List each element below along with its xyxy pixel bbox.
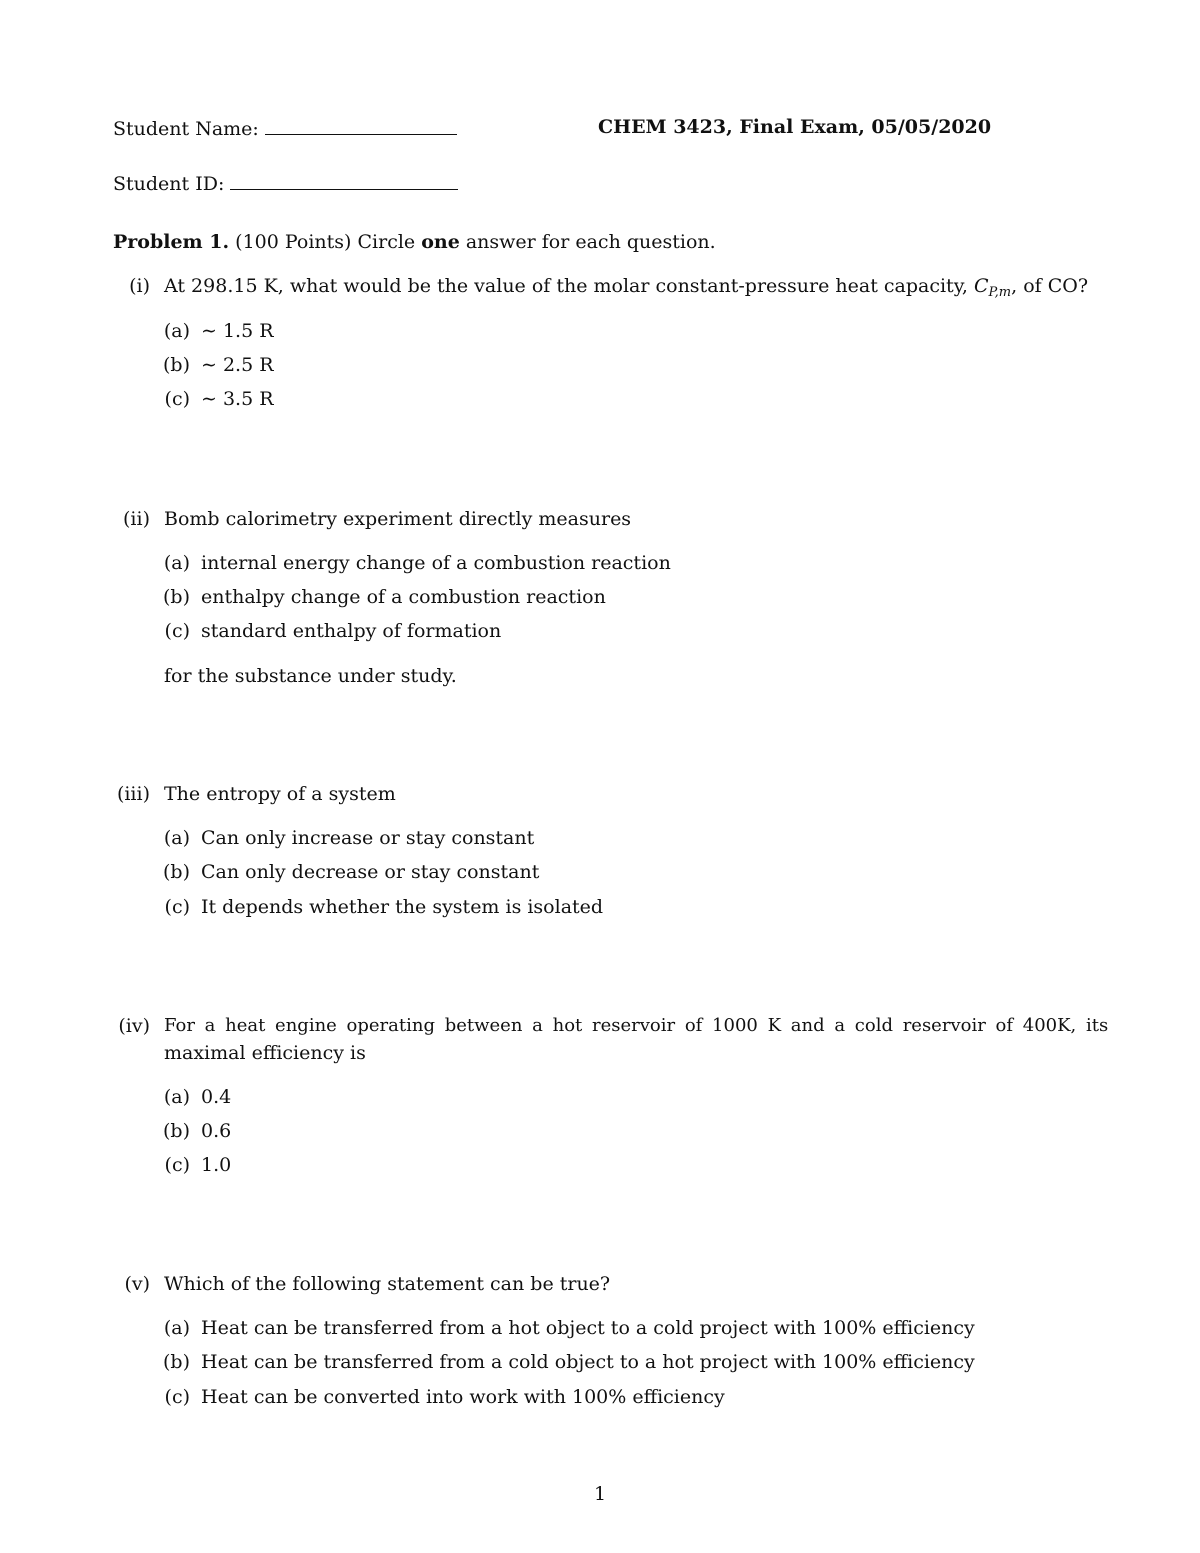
option-label: (c)	[164, 1154, 190, 1176]
option-text[interactable]: 0.4	[201, 1086, 232, 1108]
option-label: (b)	[163, 1351, 190, 1373]
option-text[interactable]: 0.6	[201, 1120, 232, 1142]
option-label: (c)	[164, 620, 190, 642]
question-text: The entropy of a system	[164, 783, 396, 805]
question-text: Which of the following statement can be true?	[164, 1273, 611, 1295]
option-label: (c)	[164, 1386, 190, 1408]
question-number: (iii)	[116, 783, 150, 805]
question-text-line1: For a heat engine operating between a hot reservoir of 1000 K and a cold reservoir of 400K, its	[164, 1015, 1109, 1036]
option-text[interactable]: enthalpy change of a combustion reaction	[201, 586, 606, 608]
question-number: (ii)	[123, 508, 150, 530]
instructions-pre: (100 Points) Circle	[235, 231, 422, 253]
option-text[interactable]: Heat can be transferred from a cold object to a hot project with 100% efficiency	[201, 1351, 975, 1373]
cpm-symbol: C	[974, 275, 989, 297]
question-text: At 298.15 K, what would be the value of the molar constant-pressure heat capacity, $C_{P,m}$, of CO?	[164, 275, 1089, 300]
option-text[interactable]: ∼ 3.5 R	[201, 388, 274, 410]
question-number: (v)	[124, 1273, 150, 1295]
option-text[interactable]: 1.0	[201, 1154, 232, 1176]
option-text[interactable]: ∼ 2.5 R	[201, 354, 274, 376]
instructions-post: answer for each question.	[459, 231, 716, 253]
option-label: (b)	[163, 354, 190, 376]
option-label: (a)	[163, 827, 190, 849]
option-label: (a)	[163, 1317, 190, 1339]
option-text[interactable]: standard enthalpy of formation	[201, 620, 502, 642]
option-label: (a)	[163, 1086, 190, 1108]
question-text: Bomb calorimetry experiment directly measures	[164, 508, 632, 530]
option-text[interactable]: internal energy change of a combustion reaction	[201, 552, 671, 574]
problem-heading	[113, 231, 716, 253]
instructions-bold: one	[421, 231, 460, 253]
option-text[interactable]: ∼ 1.5 R	[201, 320, 274, 342]
option-text[interactable]: Heat can be transferred from a hot object to a cold project with 100% efficiency	[201, 1317, 975, 1339]
student-name-label: Student Name:	[113, 118, 259, 140]
option-text[interactable]: Can only increase or stay constant	[201, 827, 535, 849]
question-number: (iv)	[118, 1015, 150, 1037]
course-title: CHEM 3423, Final Exam, 05/05/2020	[598, 116, 992, 138]
option-label: (b)	[163, 861, 190, 883]
page-number: 1	[593, 1483, 607, 1505]
option-label: (b)	[163, 586, 190, 608]
student-name-line	[113, 116, 457, 140]
option-label: (a)	[163, 320, 190, 342]
option-text[interactable]: Heat can be converted into work with 100% efficiency	[201, 1386, 725, 1408]
student-id-line	[113, 171, 458, 195]
cpm-subscript: P,m	[988, 285, 1012, 300]
option-label: (c)	[164, 388, 190, 410]
student-id-label: Student ID:	[113, 173, 225, 195]
option-text[interactable]: Can only decrease or stay constant	[201, 861, 540, 883]
question-number: (i)	[129, 275, 150, 297]
question-trailer: for the substance under study.	[164, 665, 457, 687]
option-label: (c)	[164, 896, 190, 918]
student-name-blank[interactable]	[265, 116, 457, 135]
question-text-line2: maximal efficiency is	[164, 1042, 366, 1064]
option-label: (a)	[163, 552, 190, 574]
problem-label: Problem 1.	[113, 231, 230, 253]
option-label: (b)	[163, 1120, 190, 1142]
option-text[interactable]: It depends whether the system is isolated	[201, 896, 604, 918]
student-id-blank[interactable]	[230, 171, 458, 190]
